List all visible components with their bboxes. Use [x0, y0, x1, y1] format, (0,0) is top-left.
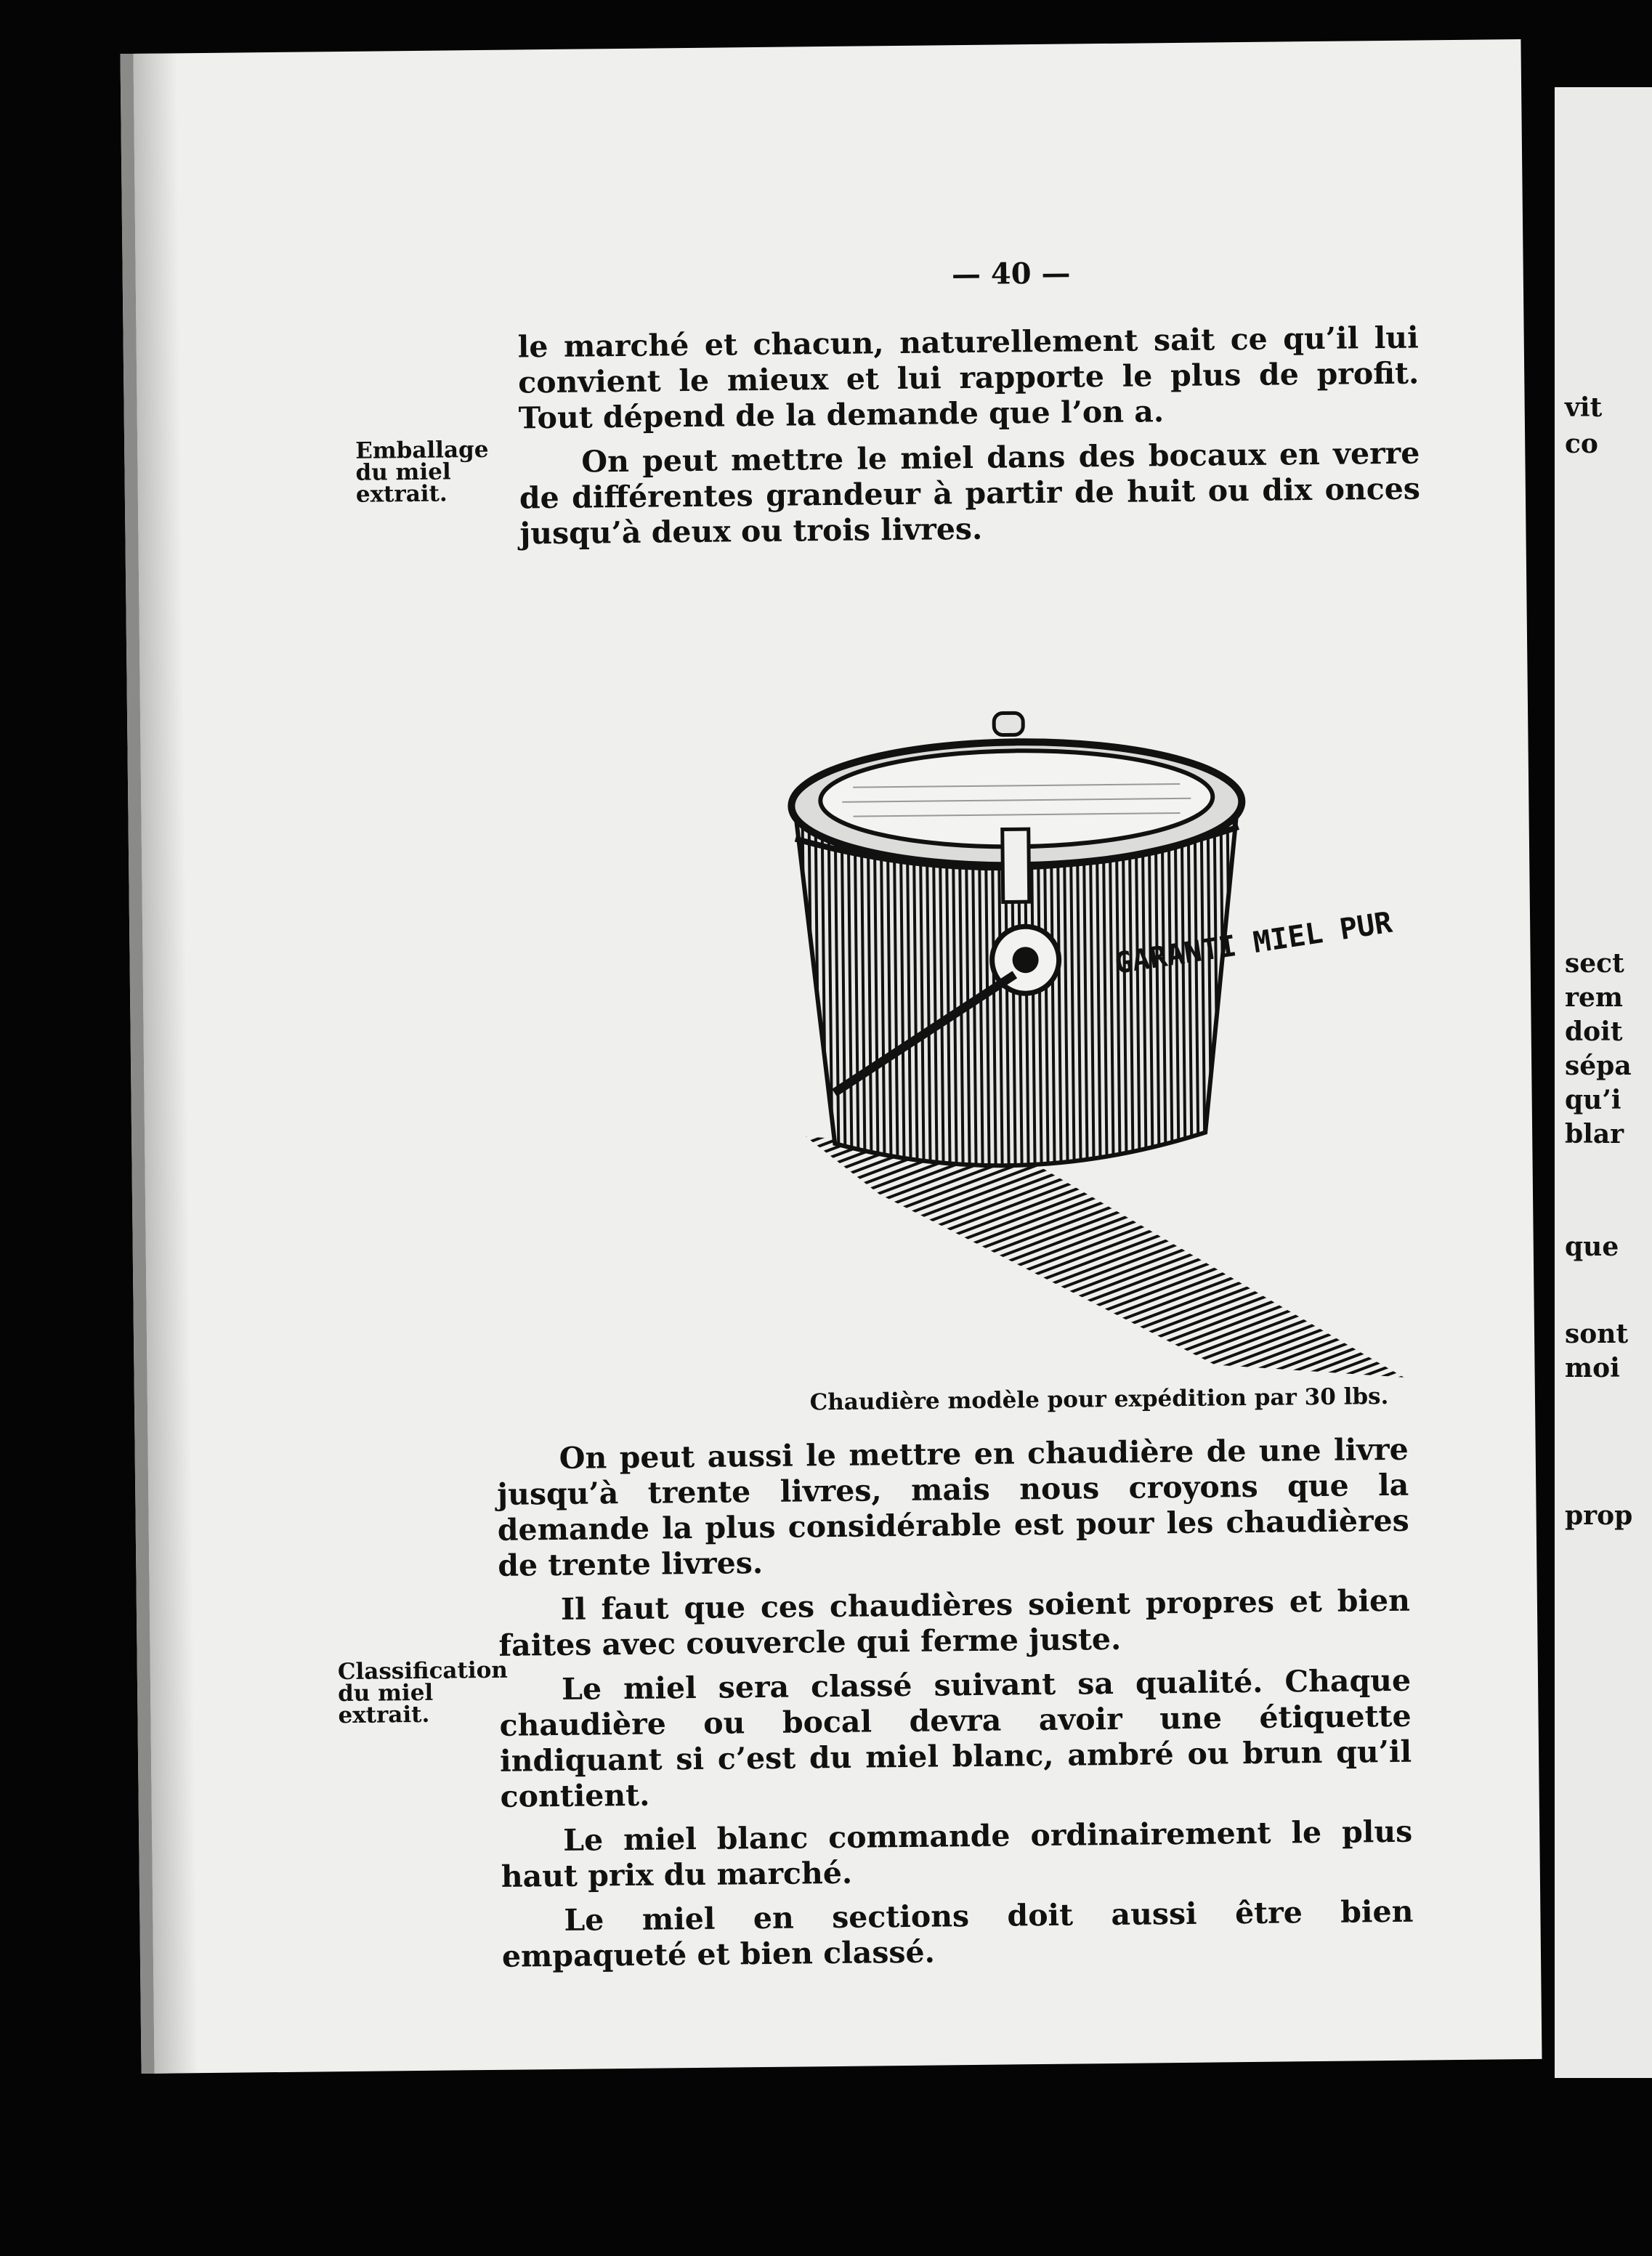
adjacent-fragment: moi: [1565, 1353, 1620, 1383]
pail-shadow: [806, 1131, 1404, 1384]
honey-pail-illustration: [772, 680, 1404, 1384]
adjacent-fragment: co: [1565, 429, 1598, 459]
paragraph-7: Le miel en sections doit aussi être bien empaqueté et bien classé.: [501, 1893, 1414, 1974]
adjacent-fragment: doit: [1565, 1016, 1623, 1047]
lid-clasp: [1003, 829, 1029, 902]
page-gutter-shadow: [133, 53, 198, 2073]
adjacent-fragment: vit: [1565, 392, 1603, 423]
text-block-top: [517, 320, 1420, 560]
adjacent-page: [1555, 87, 1652, 2078]
paragraph-1: le marché et chacun, naturellement sait ce qu’il lui convient le mieux et lui rapporte le plus de profit. Tout dépend de la demande que l’on a.: [517, 320, 1420, 436]
paragraph-2: On peut mettre le miel dans des bocaux en verre de différentes grandeur à partir de huit ou dix onces jusqu’à deux ou trois livres.: [519, 435, 1421, 551]
paragraph-6: Le miel blanc commande ordinairement le plus haut prix du marché.: [501, 1814, 1413, 1894]
book-page: [120, 39, 1542, 2074]
adjacent-fragment: que: [1565, 1232, 1619, 1262]
adjacent-fragment: sect: [1565, 948, 1624, 979]
figure-caption: Chaudière modèle pour expédition par 30 lbs.: [809, 1383, 1389, 1416]
page-number: — 40 —: [951, 256, 1071, 292]
adjacent-fragment: blar: [1565, 1119, 1624, 1149]
paragraph-3: On peut aussi le mettre en chaudière de une livre jusqu’à trente livres, mais nous croyons que la demande la plus considérable est pour les chaudières de trente livres.: [497, 1431, 1409, 1583]
pail-label: GARANTI MIEL PUR: [1112, 905, 1395, 981]
adjacent-fragment: prop: [1565, 1500, 1633, 1531]
paragraph-5: Le miel sera classé suivant sa qualité. Chaque chaudière ou bocal devra avoir une étiquette indiquant si c’est du miel blanc, ambré ou brun qu’il contient.: [499, 1662, 1412, 1814]
adjacent-fragment: sont: [1565, 1319, 1629, 1349]
adjacent-fragment: sépa: [1565, 1051, 1632, 1081]
lid-knob: [994, 713, 1023, 735]
paragraph-4: Il faut que ces chaudières soient propres et bien faites avec couvercle qui ferme juste.: [498, 1582, 1411, 1663]
adjacent-fragment: rem: [1565, 982, 1623, 1013]
adjacent-fragment: qu’i: [1565, 1085, 1621, 1115]
text-block-bottom: [497, 1432, 1414, 1984]
margin-note-emballage: Emballage du miel extrait.: [355, 436, 489, 508]
margin-note-classification: Classification du miel extrait.: [337, 1657, 509, 1729]
